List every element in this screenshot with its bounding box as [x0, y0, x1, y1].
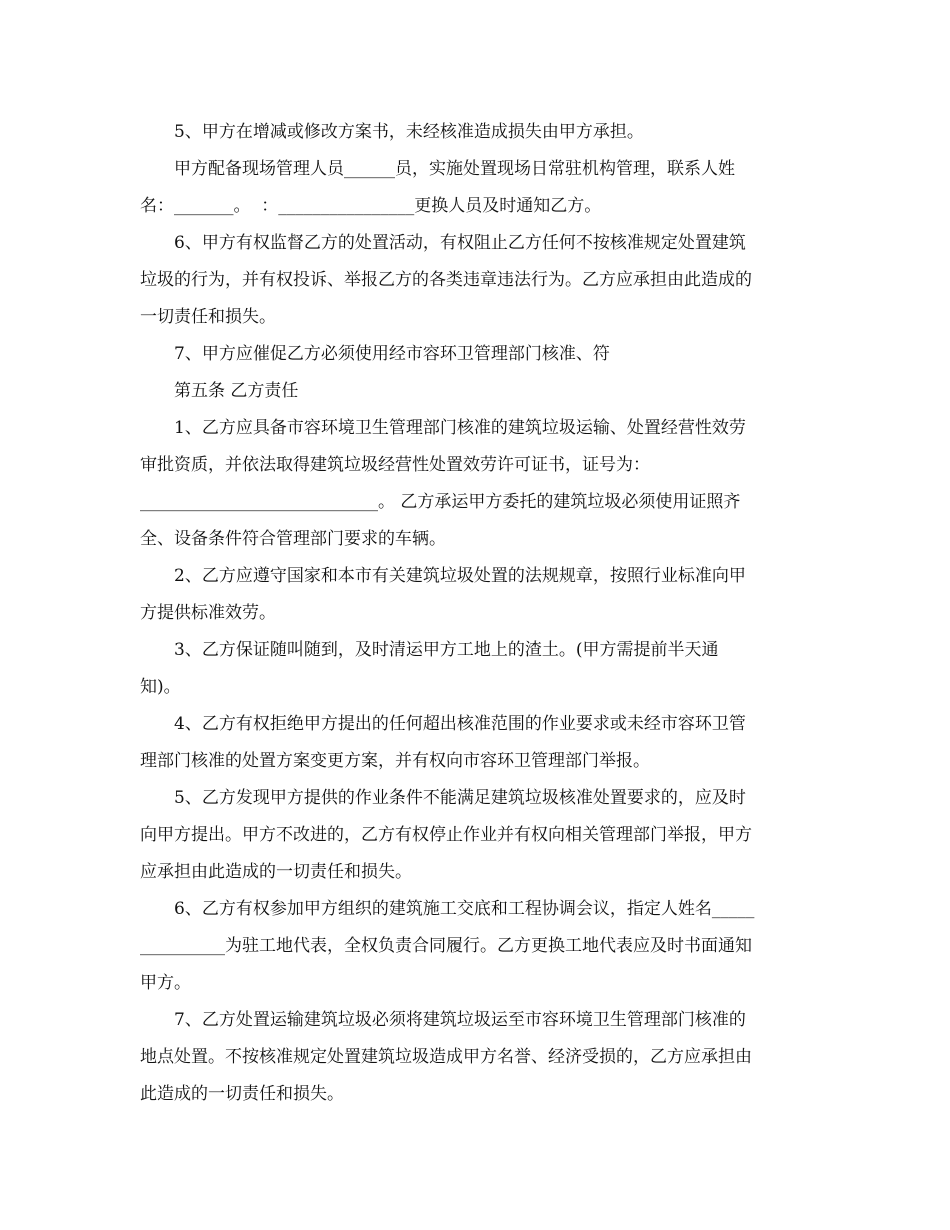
paragraph-party-b-4	[140, 706, 812, 780]
text-line: 应承担由此造成的一切责任和损失。	[140, 862, 412, 882]
text-line: 5、甲方在增减或修改方案书，未经核准造成损失由甲方承担。	[174, 122, 644, 142]
paragraph-party-b-7	[140, 1002, 812, 1113]
paragraph-party-a-staff	[140, 151, 812, 225]
text-line: 地点处置。不按核准规定处置建筑垃圾造成甲方名誉、经济受损的，乙方应承担由	[140, 1047, 752, 1067]
paragraph-party-b-3	[140, 632, 812, 706]
paragraph-party-b-2	[140, 558, 812, 632]
text-line: 垃圾的行为，并有权投诉、举报乙方的各类违章违法行为。乙方应承担由此造成的	[140, 270, 752, 290]
text-line: 甲方。	[140, 973, 191, 993]
text-line: 6、乙方有权参加甲方组织的建筑施工交底和工程协调会议，指定人姓名_____	[174, 899, 755, 919]
text-line: 2、乙方应遵守国家和本市有关建筑垃圾处置的法规规章，按照行业标准向甲	[174, 566, 746, 586]
text-line: 7、乙方处置运输建筑垃圾必须将建筑垃圾运至市容环境卫生管理部门核准的	[174, 1010, 746, 1030]
text-line: 第五条 乙方责任	[174, 381, 299, 401]
text-line: 1、乙方应具备市容环境卫生管理部门核准的建筑垃圾运输、处置经营性效劳	[174, 418, 746, 438]
text-line: 理部门核准的处置方案变更方案，并有权向市容环卫管理部门举报。	[140, 751, 650, 771]
text-line: 此造成的一切责任和损失。	[140, 1084, 344, 1104]
text-line: 4、乙方有权拒绝甲方提出的任何超出核准范围的作业要求或未经市容环卫管	[174, 714, 746, 734]
text-line: 6、甲方有权监督乙方的处置活动，有权阻止乙方任何不按核准规定处置建筑	[174, 233, 746, 253]
text-line: ____________________________。 乙方承运甲方委托的建筑垃圾必须使用证照齐	[140, 492, 741, 512]
text-line: 审批资质，并依法取得建筑垃圾经营性处置效劳许可证书，证号为：	[140, 455, 650, 475]
text-line: 向甲方提出。甲方不改进的，乙方有权停止作业并有权向相关管理部门举报，甲方	[140, 825, 752, 845]
paragraph-party-b-1	[140, 410, 812, 558]
paragraph-party-a-6	[140, 225, 812, 336]
text-line: 甲方配备现场管理人员______员，实施处置现场日常驻机构管理，联系人姓	[174, 159, 735, 179]
paragraph-party-a-7	[140, 336, 812, 373]
text-line: __________为驻工地代表，全权负责合同履行。乙方更换工地代表应及时书面通知	[140, 936, 752, 956]
text-line: 全、设备条件符合管理部门要求的车辆。	[140, 529, 446, 549]
text-line: 5、乙方发现甲方提供的作业条件不能满足建筑垃圾核准处置要求的，应及时	[174, 788, 746, 808]
text-line: 知)。	[140, 677, 181, 697]
text-line: 7、甲方应催促乙方必须使用经市容环卫管理部门核准、符	[174, 344, 610, 364]
paragraph-party-b-5	[140, 780, 812, 891]
text-line: 名：_______。 ：________________更换人员及时通知乙方。	[140, 196, 602, 216]
text-line: 方提供标准效劳。	[140, 603, 276, 623]
text-line: 3、乙方保证随叫随到，及时清运甲方工地上的渣土。(甲方需提前半天通	[174, 640, 719, 660]
text-line: 一切责任和损失。	[140, 307, 276, 327]
paragraph-party-b-6	[140, 891, 812, 1002]
paragraph-party-a-5	[140, 114, 812, 151]
section-heading-article-5	[140, 373, 812, 410]
document-body	[140, 114, 812, 1113]
